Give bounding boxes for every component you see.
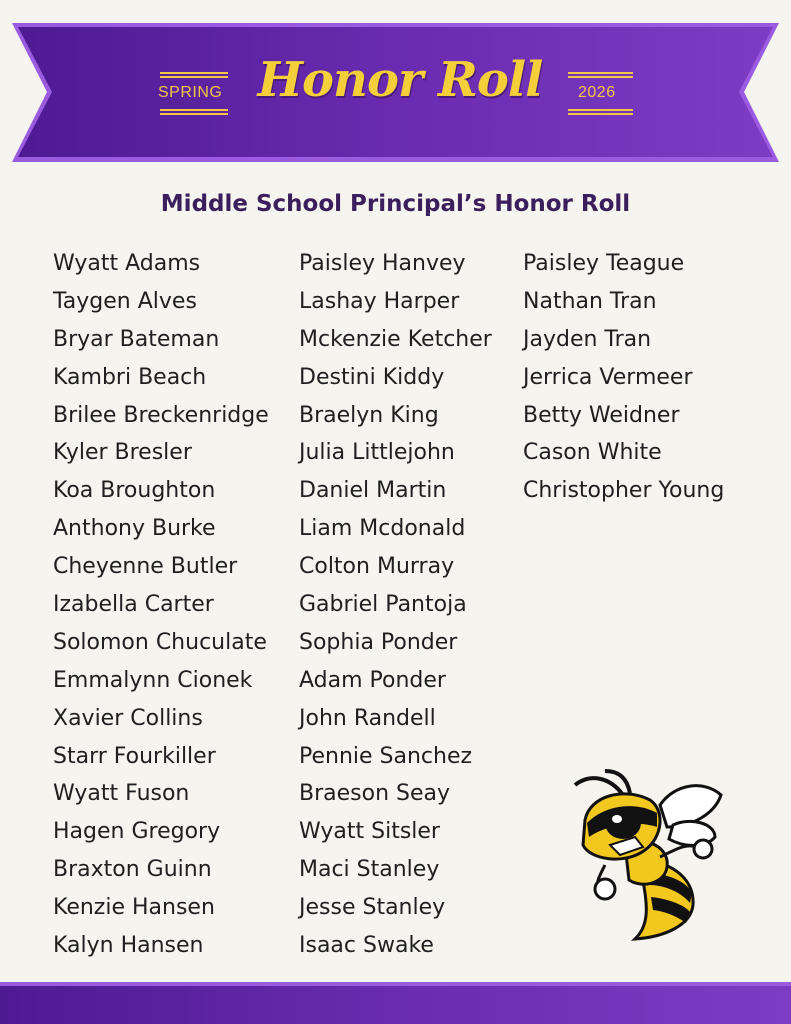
- student-name: Wyatt Fuson: [53, 781, 190, 807]
- subtitle: Middle School Principal’s Honor Roll: [160, 191, 631, 217]
- rule-left-bottom: [160, 109, 228, 111]
- student-name: Kyler Bresler: [53, 440, 192, 466]
- student-name: Jerrica Vermeer: [523, 364, 693, 390]
- rule-right-top: [568, 72, 633, 74]
- rule-right-bottom: [568, 109, 633, 111]
- names-column-2: [299, 250, 492, 970]
- year-label: 2026: [578, 84, 616, 101]
- student-name: Xavier Collins: [53, 705, 203, 731]
- student-name: Isaac Swake: [299, 933, 434, 959]
- student-name: Jesse Stanley: [299, 895, 446, 921]
- header-banner: [0, 0, 791, 170]
- student-name: Braelyn King: [299, 402, 439, 428]
- student-name: Bryar Bateman: [53, 326, 220, 352]
- footer-bar: [0, 982, 791, 1024]
- rule-right-bottom-2: [568, 113, 633, 115]
- student-name: Cheyenne Butler: [53, 554, 238, 580]
- student-name: Lashay Harper: [299, 288, 460, 314]
- student-name: Anthony Burke: [53, 516, 216, 542]
- student-name: Emmalynn Cionek: [53, 667, 253, 693]
- student-name: Paisley Teague: [523, 251, 685, 276]
- student-name: Christopher Young: [523, 478, 725, 504]
- season-label: SPRING: [158, 84, 223, 101]
- student-name: Jayden Tran: [523, 326, 652, 352]
- student-name: Maci Stanley: [299, 857, 440, 883]
- student-name: Pennie Sanchez: [299, 743, 473, 769]
- names-column-1: [53, 250, 269, 970]
- rule-left-bottom-2: [160, 113, 228, 115]
- student-name: Sophia Ponder: [299, 629, 458, 655]
- student-name: Colton Murray: [299, 554, 455, 580]
- student-name: Nathan Tran: [523, 288, 657, 314]
- student-name: Kambri Beach: [53, 364, 207, 390]
- student-name: Izabella Carter: [53, 592, 214, 618]
- student-name: Hagen Gregory: [53, 819, 221, 845]
- student-name: Solomon Chuculate: [53, 629, 267, 655]
- student-name: Wyatt Adams: [53, 251, 201, 276]
- student-name: Brilee Breckenridge: [53, 402, 269, 428]
- student-name: Wyatt Sitsler: [299, 819, 440, 845]
- student-name: Daniel Martin: [299, 478, 447, 504]
- yellow-jacket-mascot-icon: [565, 765, 730, 949]
- student-name: Koa Broughton: [53, 478, 216, 504]
- student-name: Starr Fourkiller: [53, 743, 216, 769]
- names-column-3: [523, 250, 724, 515]
- student-name: Julia Littlejohn: [299, 440, 455, 466]
- student-name: Braeson Seay: [299, 781, 451, 807]
- rule-left-top: [160, 72, 228, 74]
- rule-left-top-2: [160, 76, 228, 78]
- rule-right-top-2: [568, 76, 633, 78]
- student-name: Braxton Guinn: [53, 857, 212, 883]
- student-name: Kalyn Hansen: [53, 933, 204, 959]
- student-name: Gabriel Pantoja: [299, 592, 467, 618]
- student-name: John Randell: [299, 705, 436, 731]
- student-name: Destini Kiddy: [299, 364, 445, 390]
- page-title: Honor Roll: [257, 52, 543, 108]
- student-name: Cason White: [523, 440, 662, 466]
- student-name: Adam Ponder: [299, 667, 446, 693]
- student-name: Mckenzie Ketcher: [299, 326, 492, 352]
- student-name: Liam Mcdonald: [299, 516, 466, 542]
- student-name: Taygen Alves: [53, 288, 197, 314]
- student-name: Betty Weidner: [523, 402, 680, 428]
- student-name: Kenzie Hansen: [53, 895, 215, 921]
- student-name: Paisley Hanvey: [299, 251, 466, 276]
